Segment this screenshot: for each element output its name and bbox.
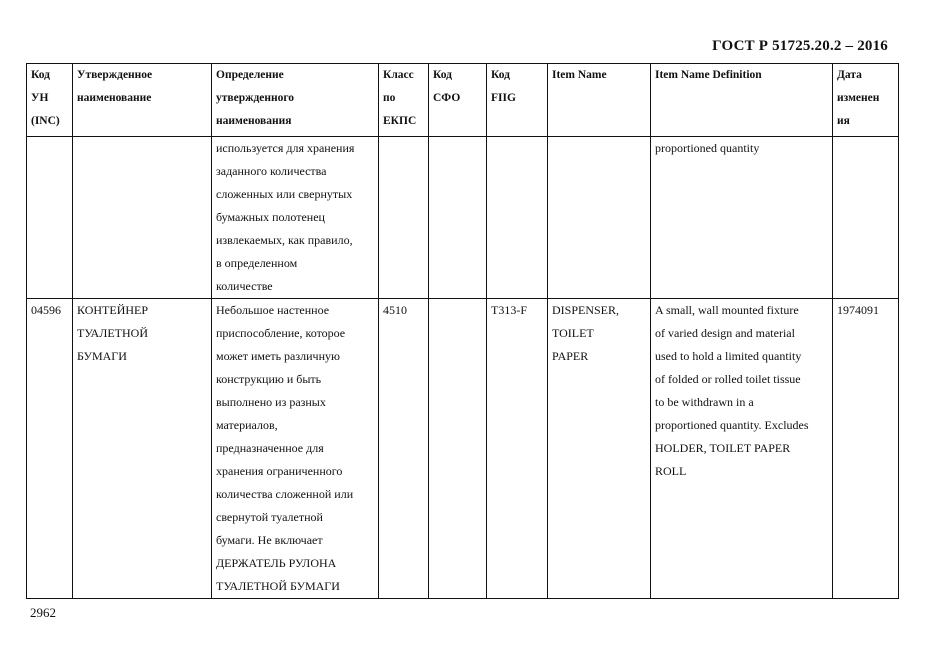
cell-date xyxy=(833,137,899,299)
col-header-item-definition: Item Name Definition xyxy=(651,64,833,137)
cell-code xyxy=(27,137,73,299)
col-header-sfo: Код СФО xyxy=(429,64,487,137)
col-header-date: Дата изменен ия xyxy=(833,64,899,137)
cell-fiig: T313-F xyxy=(487,299,548,599)
cell-date: 1974091 xyxy=(833,299,899,599)
cell-name xyxy=(73,137,212,299)
catalog-table xyxy=(26,63,899,599)
col-header-definition: Определение утвержденного наименования xyxy=(212,64,379,137)
col-header-fiig: Код FIIG xyxy=(487,64,548,137)
header-row xyxy=(27,64,899,137)
cell-definition: используется для хранения заданного количества сложенных или свернутых бумажных полотенец извлекаемых, как правило, в определенном количестве xyxy=(212,137,379,299)
document-title: ГОСТ Р 51725.20.2 – 2016 xyxy=(712,38,888,54)
col-header-class: Класс по ЕКПС xyxy=(379,64,429,137)
cell-item-name: DISPENSER, TOILET PAPER xyxy=(548,299,651,599)
cell-item-name xyxy=(548,137,651,299)
page-number: 2962 xyxy=(30,605,56,620)
col-header-code: Код УН (INC) xyxy=(27,64,73,137)
cell-fiig xyxy=(487,137,548,299)
cell-item-definition: proportioned quantity xyxy=(651,137,833,299)
cell-item-definition: A small, wall mounted fixture of varied design and material used to hold a limited quantity of folded or rolled toilet tissue to be withdrawn in a proportioned quantity. Excludes HOLDER, TOILET PAPER ROLL xyxy=(651,299,833,599)
cell-code: 04596 xyxy=(27,299,73,599)
cell-definition: Небольшое настенное приспособление, которое может иметь различную конструкцию и быть выполнено из разных материалов, предназначенное для хранения ограниченного количества сложенной или свернутой туалетной бумаги. Не включает ДЕРЖАТЕЛЬ РУЛОНА ТУАЛЕТНОЙ БУМАГИ xyxy=(212,299,379,599)
col-header-item-name: Item Name xyxy=(548,64,651,137)
col-header-approved-name: Утвержденное наименование xyxy=(73,64,212,137)
cell-class xyxy=(379,137,429,299)
table-row-continued xyxy=(27,137,899,299)
table-row xyxy=(27,299,899,599)
cell-class: 4510 xyxy=(379,299,429,599)
cell-name: КОНТЕЙНЕР ТУАЛЕТНОЙ БУМАГИ xyxy=(73,299,212,599)
cell-sfo xyxy=(429,299,487,599)
cell-sfo xyxy=(429,137,487,299)
